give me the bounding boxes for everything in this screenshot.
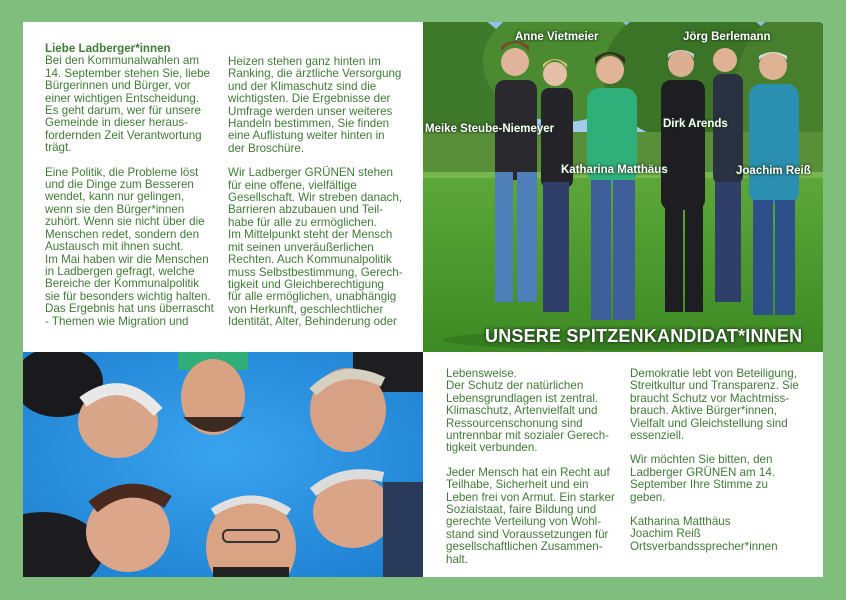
- column4-paragraph-1: Demokratie lebt von Beteiligung, Streitkultur und Transparenz. Sie braucht Schutz vor Machtmiss- brauch. Aktive Bürger*innen, Vielfalt und Gleichstellung sind essenziell.: [630, 367, 799, 443]
- name-label-anne: Anne Vietmeier: [515, 31, 599, 43]
- text-column-3: [446, 368, 621, 577]
- column3-paragraph-2: Jeder Mensch hat ein Recht auf Teilhabe, Sicherheit und ein Leben frei von Armut. Ein starker Sozialstaat, faire Bildung und gerechte Verteilung von Wohl- stand sind Voraussetzungen für gesellschaftlichen Zusammen- halt.: [446, 465, 615, 566]
- intro-panel: [23, 22, 423, 352]
- text-column-4: [630, 368, 810, 565]
- name-label-katharina: Katharina Matthäus: [561, 164, 668, 176]
- brochure-spread: [23, 22, 823, 577]
- candidates-banner: UNSERE SPITZENKANDIDAT*INNEN: [485, 326, 803, 346]
- intro-paragraph-2: Eine Politik, die Probleme löst und die Dinge zum Besseren wendet, kann nur gelingen, wenn sie den Bürger*innen zuhört. Wenn sie nicht über die Menschen redet, sondern den Austausch mit ihnen sucht. Im Mai haben wir die Menschen in Ladbergen gefragt, welche Bereiche der Kommunalpolitik sie für besonders wichtig halten. Das Ergebnis hat uns überrascht - Themen wie Migration und: [45, 165, 214, 328]
- name-label-joachim: Joachim Reiß: [736, 165, 811, 177]
- faces-circle-illustration: [23, 352, 423, 577]
- closing-panel: [423, 352, 823, 577]
- name-label-dirk: Dirk Arends: [663, 118, 728, 130]
- name-label-joerg: Jörg Berlemann: [683, 31, 771, 43]
- column2-paragraph-2: Wir Ladberger GRÜNEN stehen für eine offene, vielfältige Gesellschaft. Wir streben danach, Barrieren abzubauen und Teil- habe für alle zu ermöglichen. Im Mittelpunkt steht der Mensch mit seinen unveräußerlichen Rechten. Auch Kommunalpolitik muss Selbstbestimmung, Gerech- tigkeit und Gleichberechtigung für alle ermöglichen, unabhängig von Herkunft, geschlechtlicher Identität, Alter, Behinderung oder: [228, 166, 403, 329]
- face-bottom-center: [206, 497, 296, 577]
- text-column-2: [228, 56, 413, 341]
- signature-block: Katharina Matthäus Joachim Reiß Ortsverbandssprecher*innen: [630, 515, 778, 553]
- column3-paragraph-1: Lebensweise. Der Schutz der natürlichen Lebensgrundlagen ist zentral. Klimaschutz, Artenvielfalt und Ressourcenschonung sind untrennbar mit sozialer Gerech- tigkeit verbunden.: [446, 367, 610, 455]
- greeting-heading: Liebe Ladberger*innen: [45, 42, 171, 55]
- group-photo-illustration: [423, 22, 823, 352]
- intro-paragraph-1: Bei den Kommunalwahlen am 14. September stehen Sie, liebe Bürgerinnen und Bürger, vor einer wichtigen Entscheidung. Es geht darum, wer für unsere Gemeinde in dieser heraus- fordernden Zeit Verantwortung trägt.: [45, 54, 210, 155]
- column4-paragraph-2: Wir möchten Sie bitten, den Ladberger GRÜNEN am 14. September Ihre Stimme zu geben.: [630, 453, 775, 504]
- name-label-meike: Meike Steube-Niemeyer: [425, 123, 555, 135]
- group-photo: [423, 22, 823, 352]
- person-dirk: [661, 50, 705, 312]
- text-column-1: [45, 43, 225, 340]
- faces-circle-photo: [23, 352, 423, 577]
- column2-paragraph-1: Heizen stehen ganz hinten im Ranking, die ärztliche Versorgung und der Klimaschutz sind die wichtigsten. Die Ergebnisse der Umfrage werden unser weiteres Handeln bestimmen, Sie finden eine Auflistung weiter hinten in der Broschüre.: [228, 55, 402, 155]
- person-anne: [541, 59, 573, 312]
